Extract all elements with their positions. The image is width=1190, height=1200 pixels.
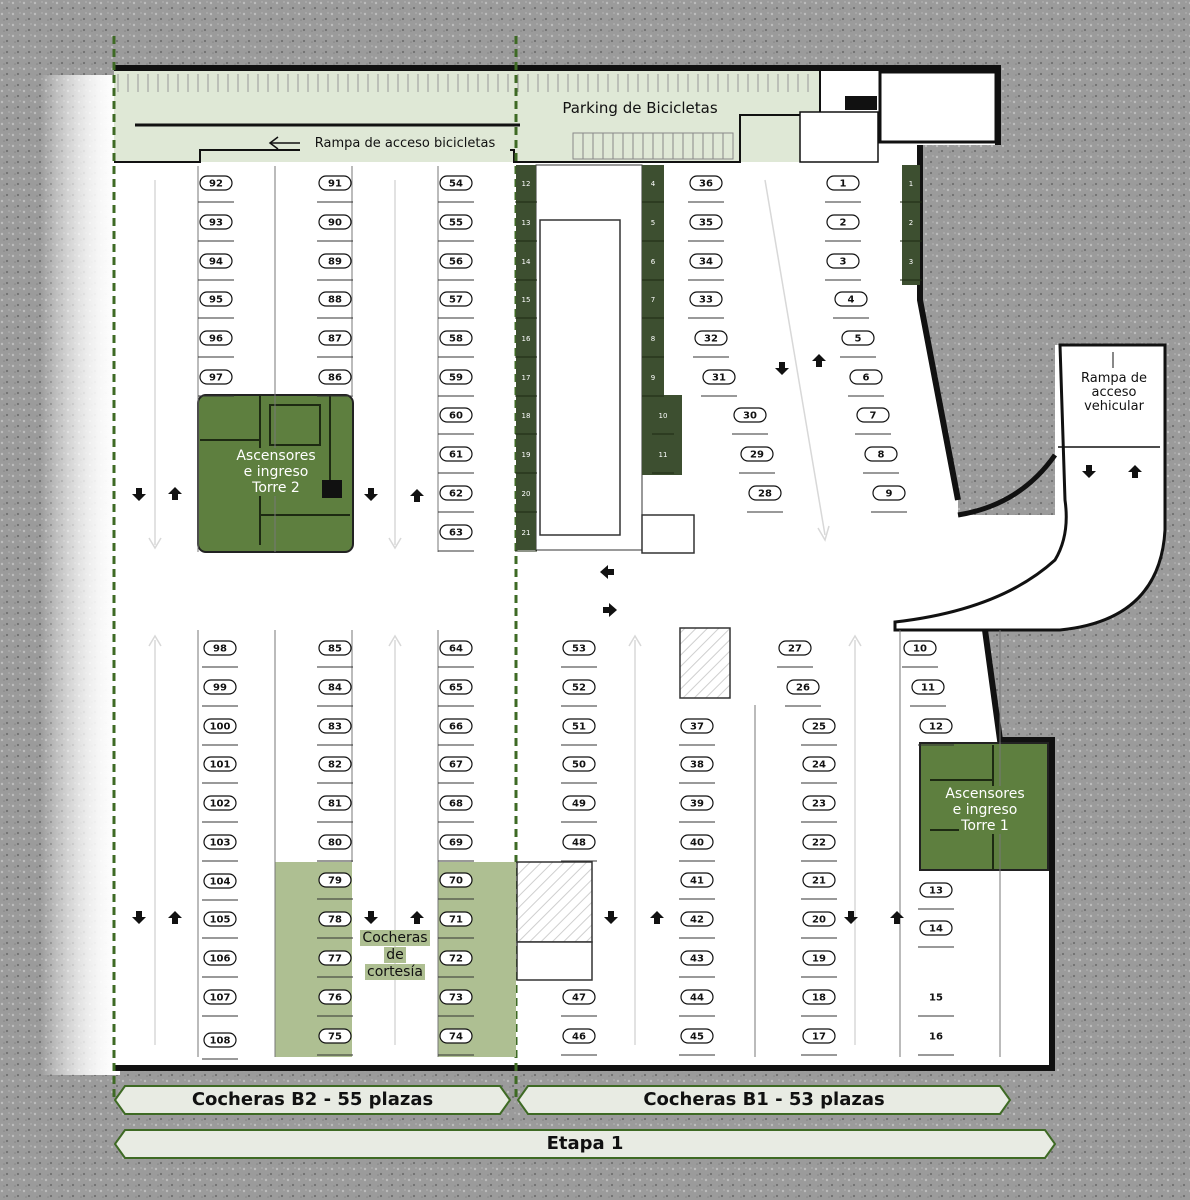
- tower1-line1: Ascensores: [945, 786, 1025, 802]
- spot-number: 58: [449, 333, 463, 345]
- spot-number: 64: [449, 643, 463, 655]
- spot-number: 10: [913, 643, 927, 655]
- spot-number: 24: [812, 759, 826, 771]
- spot-number: 89: [328, 256, 342, 268]
- spot-number: 66: [449, 721, 463, 733]
- white-fade-solid: [40, 75, 120, 1075]
- spot-number: 67: [449, 759, 463, 771]
- vehicle-ramp-label: [1068, 372, 1160, 414]
- storage-number: 5: [650, 219, 656, 227]
- storage-number: 19: [521, 451, 531, 459]
- spot-number: 12: [929, 721, 943, 733]
- spot-number: 102: [209, 798, 231, 810]
- spot-number: 3: [839, 256, 847, 268]
- spot-number: 101: [209, 759, 231, 771]
- spot-number: 43: [690, 953, 704, 965]
- spot-number: 53: [572, 643, 586, 655]
- courtesy-label: [352, 930, 438, 981]
- spot-number: 75: [328, 1031, 342, 1043]
- spot-number: 37: [690, 721, 704, 733]
- spot-number: 48: [572, 837, 586, 849]
- tower2-line2: e ingreso: [243, 464, 309, 480]
- vehicle-ramp-line1: Rampa de: [1081, 371, 1147, 386]
- tower1-line2: e ingreso: [952, 802, 1018, 818]
- banner-b1: Cocheras B1 - 53 plazas: [643, 1089, 885, 1110]
- spot-number: 1: [839, 178, 847, 190]
- spot-number: 21: [812, 875, 826, 887]
- spot-number: 39: [690, 798, 704, 810]
- tower1-label: [922, 786, 1048, 834]
- spot-number: 17: [812, 1031, 826, 1043]
- top-right-box: [845, 96, 877, 110]
- spot-number: 14: [929, 923, 943, 935]
- storage-number: 21: [521, 529, 531, 537]
- spot-number: 22: [812, 837, 826, 849]
- spot-number: 92: [209, 178, 223, 190]
- storage-number: 6: [650, 258, 656, 266]
- spot-number: 72: [449, 953, 463, 965]
- storage-number: 14: [521, 258, 531, 266]
- banner-b2: Cocheras B2 - 55 plazas: [191, 1089, 434, 1110]
- banner-stage: Etapa 1: [546, 1133, 624, 1154]
- spot-number: 78: [328, 914, 342, 926]
- storage-number: 8: [650, 335, 656, 343]
- spot-number: 76: [328, 992, 342, 1004]
- courtesy-line1: Cocheras: [362, 930, 428, 946]
- storage-number: 18: [521, 412, 531, 420]
- spot-number: 96: [209, 333, 223, 345]
- spot-number: 98: [213, 643, 227, 655]
- storage-number: 10: [658, 412, 668, 420]
- spot-number: 93: [209, 217, 223, 229]
- vehicle-ramp-line2: acceso: [1091, 385, 1137, 400]
- spot-number: 55: [449, 217, 463, 229]
- spot-number: 40: [690, 837, 704, 849]
- central-void: [540, 220, 620, 535]
- spot-number: 91: [328, 178, 342, 190]
- stair-box-bottom: [517, 942, 592, 980]
- tower2-line1: Ascensores: [236, 448, 316, 464]
- spot-number: 69: [449, 837, 463, 849]
- spot-number: 27: [788, 643, 802, 655]
- spot-number: 103: [209, 837, 231, 849]
- spot-number: 13: [929, 885, 943, 897]
- spot-number: 35: [699, 217, 713, 229]
- spot-number: 57: [449, 294, 463, 306]
- spot-number: 107: [209, 992, 231, 1004]
- spot-number: 95: [209, 294, 223, 306]
- spot-number: 6: [862, 372, 870, 384]
- spot-number: 68: [449, 798, 463, 810]
- spot-number: 83: [328, 721, 342, 733]
- spot-number: 46: [572, 1031, 586, 1043]
- stair-box-mid: [642, 515, 694, 553]
- spot-number: 60: [449, 410, 463, 422]
- spot-number: 73: [449, 992, 463, 1004]
- spot-number: 33: [699, 294, 713, 306]
- spot-number: 100: [209, 721, 231, 733]
- storage-number: 2: [908, 219, 914, 227]
- spot-number: 70: [449, 875, 463, 887]
- spot-number: 105: [209, 914, 231, 926]
- tower2-line3: Torre 2: [252, 480, 300, 496]
- spot-number: 16: [929, 1031, 943, 1043]
- storage-column-c: [642, 395, 682, 475]
- spot-number: 84: [328, 682, 342, 694]
- spot-number: 11: [921, 682, 935, 694]
- courtesy-line2: de: [386, 947, 404, 963]
- spot-number: 65: [449, 682, 463, 694]
- spot-number: 97: [209, 372, 223, 384]
- spot-number: 36: [699, 178, 713, 190]
- spot-number: 20: [812, 914, 826, 926]
- storage-number: 16: [521, 335, 531, 343]
- spot-number: 34: [699, 256, 713, 268]
- spot-number: 108: [209, 1035, 231, 1047]
- courtesy-line3: cortesía: [367, 964, 423, 980]
- spot-number: 88: [328, 294, 342, 306]
- storage-number: 4: [650, 180, 656, 188]
- shaft-bottom: [517, 862, 592, 942]
- storage-number: 1: [908, 180, 914, 188]
- spot-number: 90: [328, 217, 342, 229]
- tower1-line3: Torre 1: [961, 818, 1009, 834]
- storage-number: 20: [521, 490, 531, 498]
- top-right-room: [880, 72, 996, 142]
- spot-number: 94: [209, 256, 223, 268]
- spot-number: 42: [690, 914, 704, 926]
- spot-number: 54: [449, 178, 463, 190]
- spot-number: 52: [572, 682, 586, 694]
- spot-number: 15: [929, 992, 943, 1004]
- spot-number: 41: [690, 875, 704, 887]
- storage-number: 11: [658, 451, 668, 459]
- storage-number: 13: [521, 219, 531, 227]
- spot-number: 32: [704, 333, 718, 345]
- spot-number: 63: [449, 527, 463, 539]
- bike-ramp-label: Rampa de acceso bicicletas: [300, 135, 510, 152]
- spot-number: 30: [743, 410, 757, 422]
- spot-number: 61: [449, 449, 463, 461]
- spot-number: 47: [572, 992, 586, 1004]
- spot-number: 8: [877, 449, 885, 461]
- spot-number: 44: [690, 992, 704, 1004]
- spot-number: 79: [328, 875, 342, 887]
- spot-number: 50: [572, 759, 586, 771]
- tower2-label: [205, 448, 347, 496]
- spot-number: 77: [328, 953, 342, 965]
- spot-number: 74: [449, 1031, 463, 1043]
- shaft-top: [680, 628, 730, 698]
- spot-number: 23: [812, 798, 826, 810]
- spot-number: 62: [449, 488, 463, 500]
- storage-number: 12: [521, 180, 531, 188]
- spot-number: 18: [812, 992, 826, 1004]
- storage-number: 15: [521, 296, 531, 304]
- spot-number: 104: [209, 876, 231, 888]
- spot-number: 45: [690, 1031, 704, 1043]
- spot-number: 51: [572, 721, 586, 733]
- spot-number: 81: [328, 798, 342, 810]
- spot-number: 29: [750, 449, 764, 461]
- spot-number: 71: [449, 914, 463, 926]
- spot-number: 99: [213, 682, 227, 694]
- spot-number: 4: [847, 294, 855, 306]
- spot-number: 19: [812, 953, 826, 965]
- spot-number: 106: [209, 953, 231, 965]
- top-right-room-small: [800, 112, 878, 162]
- bike-parking-label: Parking de Bicicletas: [562, 99, 718, 117]
- spot-number: 9: [885, 488, 893, 500]
- spot-number: 25: [812, 721, 826, 733]
- spot-number: 28: [758, 488, 772, 500]
- spot-number: 80: [328, 837, 342, 849]
- spot-number: 87: [328, 333, 342, 345]
- spot-number: 31: [712, 372, 726, 384]
- spot-number: 56: [449, 256, 463, 268]
- spot-number: 82: [328, 759, 342, 771]
- spot-number: 49: [572, 798, 586, 810]
- storage-number: 9: [650, 374, 656, 382]
- spot-number: 59: [449, 372, 463, 384]
- storage-number: 7: [650, 296, 656, 304]
- spot-number: 2: [839, 217, 847, 229]
- spot-number: 7: [869, 410, 877, 422]
- spot-number: 86: [328, 372, 342, 384]
- spot-number: 5: [854, 333, 862, 345]
- spot-number: 38: [690, 759, 704, 771]
- storage-number: 3: [908, 258, 914, 266]
- spot-number: 85: [328, 643, 342, 655]
- spot-number: 26: [796, 682, 810, 694]
- storage-number: 17: [521, 374, 531, 382]
- vehicle-ramp-line3: vehicular: [1084, 399, 1144, 414]
